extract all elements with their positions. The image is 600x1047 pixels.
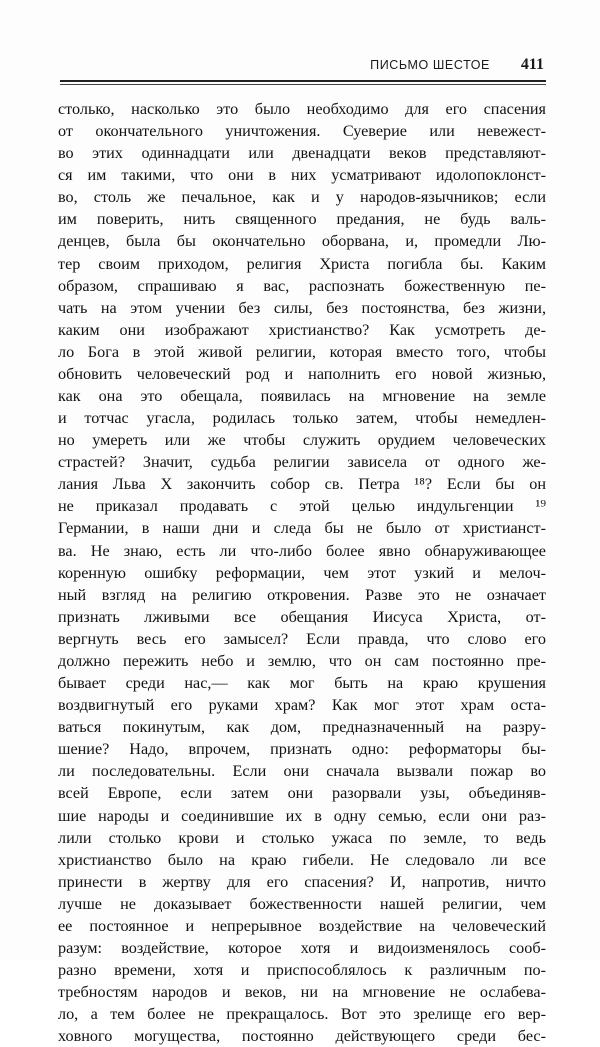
text-line: ее постоянное и непрерывное воздействие на человеческий bbox=[58, 916, 546, 935]
text-line: столько, насколько это было необходимо для его спасения bbox=[58, 100, 546, 118]
header-rule-thin bbox=[60, 84, 546, 85]
text-line: лили столько крови и столько ужаса по земле, то ведь bbox=[58, 828, 546, 847]
text-line: страстей? Значит, судьба религии зависела от одного же- bbox=[58, 453, 546, 472]
text-line: шение? Надо, впрочем, признать одно: реформаторы бы- bbox=[58, 740, 546, 759]
body-text bbox=[58, 98, 546, 1047]
text-line: вергнуть весь его замысел? Если правда, что слово его bbox=[58, 629, 546, 648]
text-line: образом, спрашиваю я вас, распознать божественную пе- bbox=[58, 276, 546, 295]
text-line: и тотчас угасла, родилась только затем, чтобы немедлен- bbox=[58, 409, 546, 428]
text-line: от окончательного уничтожения. Суеверие или невежест- bbox=[58, 122, 546, 141]
text-line: чать на этом учении без силы, без постоянства, без жизни, bbox=[58, 298, 546, 317]
text-line: ли последовательны. Если они сначала вызвали пожар во bbox=[58, 762, 546, 781]
text-line: требностям народов и веков, ни на мгновение не ослабева- bbox=[58, 983, 546, 1002]
text-line: ховного могущества, постоянно действующего среди бес- bbox=[58, 1027, 546, 1046]
text-line: Германии, в наши дни и следа бы не было от христианст- bbox=[58, 519, 546, 538]
running-title: ПИСЬМО ШЕСТОЕ bbox=[370, 58, 490, 72]
text-line: обновить человеческий род и наполнить его новой жизнью, bbox=[58, 364, 546, 383]
text-line: воздвигнутый его руками храм? Как мог этот храм оста- bbox=[58, 696, 546, 715]
header-rule bbox=[60, 80, 546, 82]
text-line: не приказал продавать с этой целью индульгенции ¹⁹ bbox=[58, 497, 546, 516]
text-line: всей Европе, если затем они разорвали узы, объединяв- bbox=[58, 784, 546, 803]
text-line: ва. Не знаю, есть ли что-либо более явно обнаруживающее bbox=[58, 541, 546, 560]
page-number: 411 bbox=[520, 56, 544, 73]
text-line: лания Льва X закончить собор св. Петра ¹⁸? Если бы он bbox=[58, 475, 546, 494]
text-line: разум: воздействие, которое хотя и видоизменялось сооб- bbox=[58, 938, 546, 957]
text-line: денцев, была бы окончательно оборвана, и, промедли Лю- bbox=[58, 232, 546, 251]
text-line: разно времени, хотя и приспособлялось к различным по- bbox=[58, 961, 546, 980]
text-line: лучше не доказывает божественности нашей религии, чем bbox=[58, 894, 546, 913]
text-line: признать лживыми все обещания Иисуса Христа, от- bbox=[58, 607, 546, 626]
text-line: коренную ошибку реформации, чем этот узкий и мелоч- bbox=[58, 563, 546, 582]
text-line: но умереть или же чтобы служить орудием человеческих bbox=[58, 431, 546, 450]
text-line: во, столь же печальное, как и у народов-язычников; если bbox=[58, 188, 546, 207]
text-line: им поверить, нить священного предания, не будь валь- bbox=[58, 210, 546, 229]
text-line: тер своим приходом, религия Христа погибла бы. Каким bbox=[58, 254, 546, 273]
text-line: ный взгляд на религию откровения. Разве это не означает bbox=[58, 585, 546, 604]
text-line: как она это обещала, появилась на мгновение на земле bbox=[58, 387, 546, 406]
text-line: шие народы и соединившие их в одну семью, если они раз- bbox=[58, 806, 546, 825]
text-line: ся им такими, что они в них усматривают идолопоклонст- bbox=[58, 166, 546, 185]
text-line: должно пережить небо и землю, что он сам постоянно пре- bbox=[58, 651, 546, 670]
text-line: ло Бога в этой живой религии, которая вместо того, чтобы bbox=[58, 342, 546, 361]
text-line: бывает среди нас,— как мог быть на краю крушения bbox=[58, 674, 546, 693]
text-line: христианство было на краю гибели. Не следовало ли все bbox=[58, 850, 546, 869]
running-head bbox=[60, 58, 546, 80]
text-line: каким они изображают христианство? Как усмотреть де- bbox=[58, 320, 546, 339]
text-line: принести в жертву для его спасения? И, напротив, ничто bbox=[58, 872, 546, 891]
text-line: ло, а тем более не прекращалось. Вот это зрелище его вер- bbox=[58, 1005, 546, 1024]
text-line: во этих одиннадцати или двенадцати веков представляют- bbox=[58, 144, 546, 163]
text-line: ваться покинутым, как дом, предназначенный на разру- bbox=[58, 718, 546, 737]
